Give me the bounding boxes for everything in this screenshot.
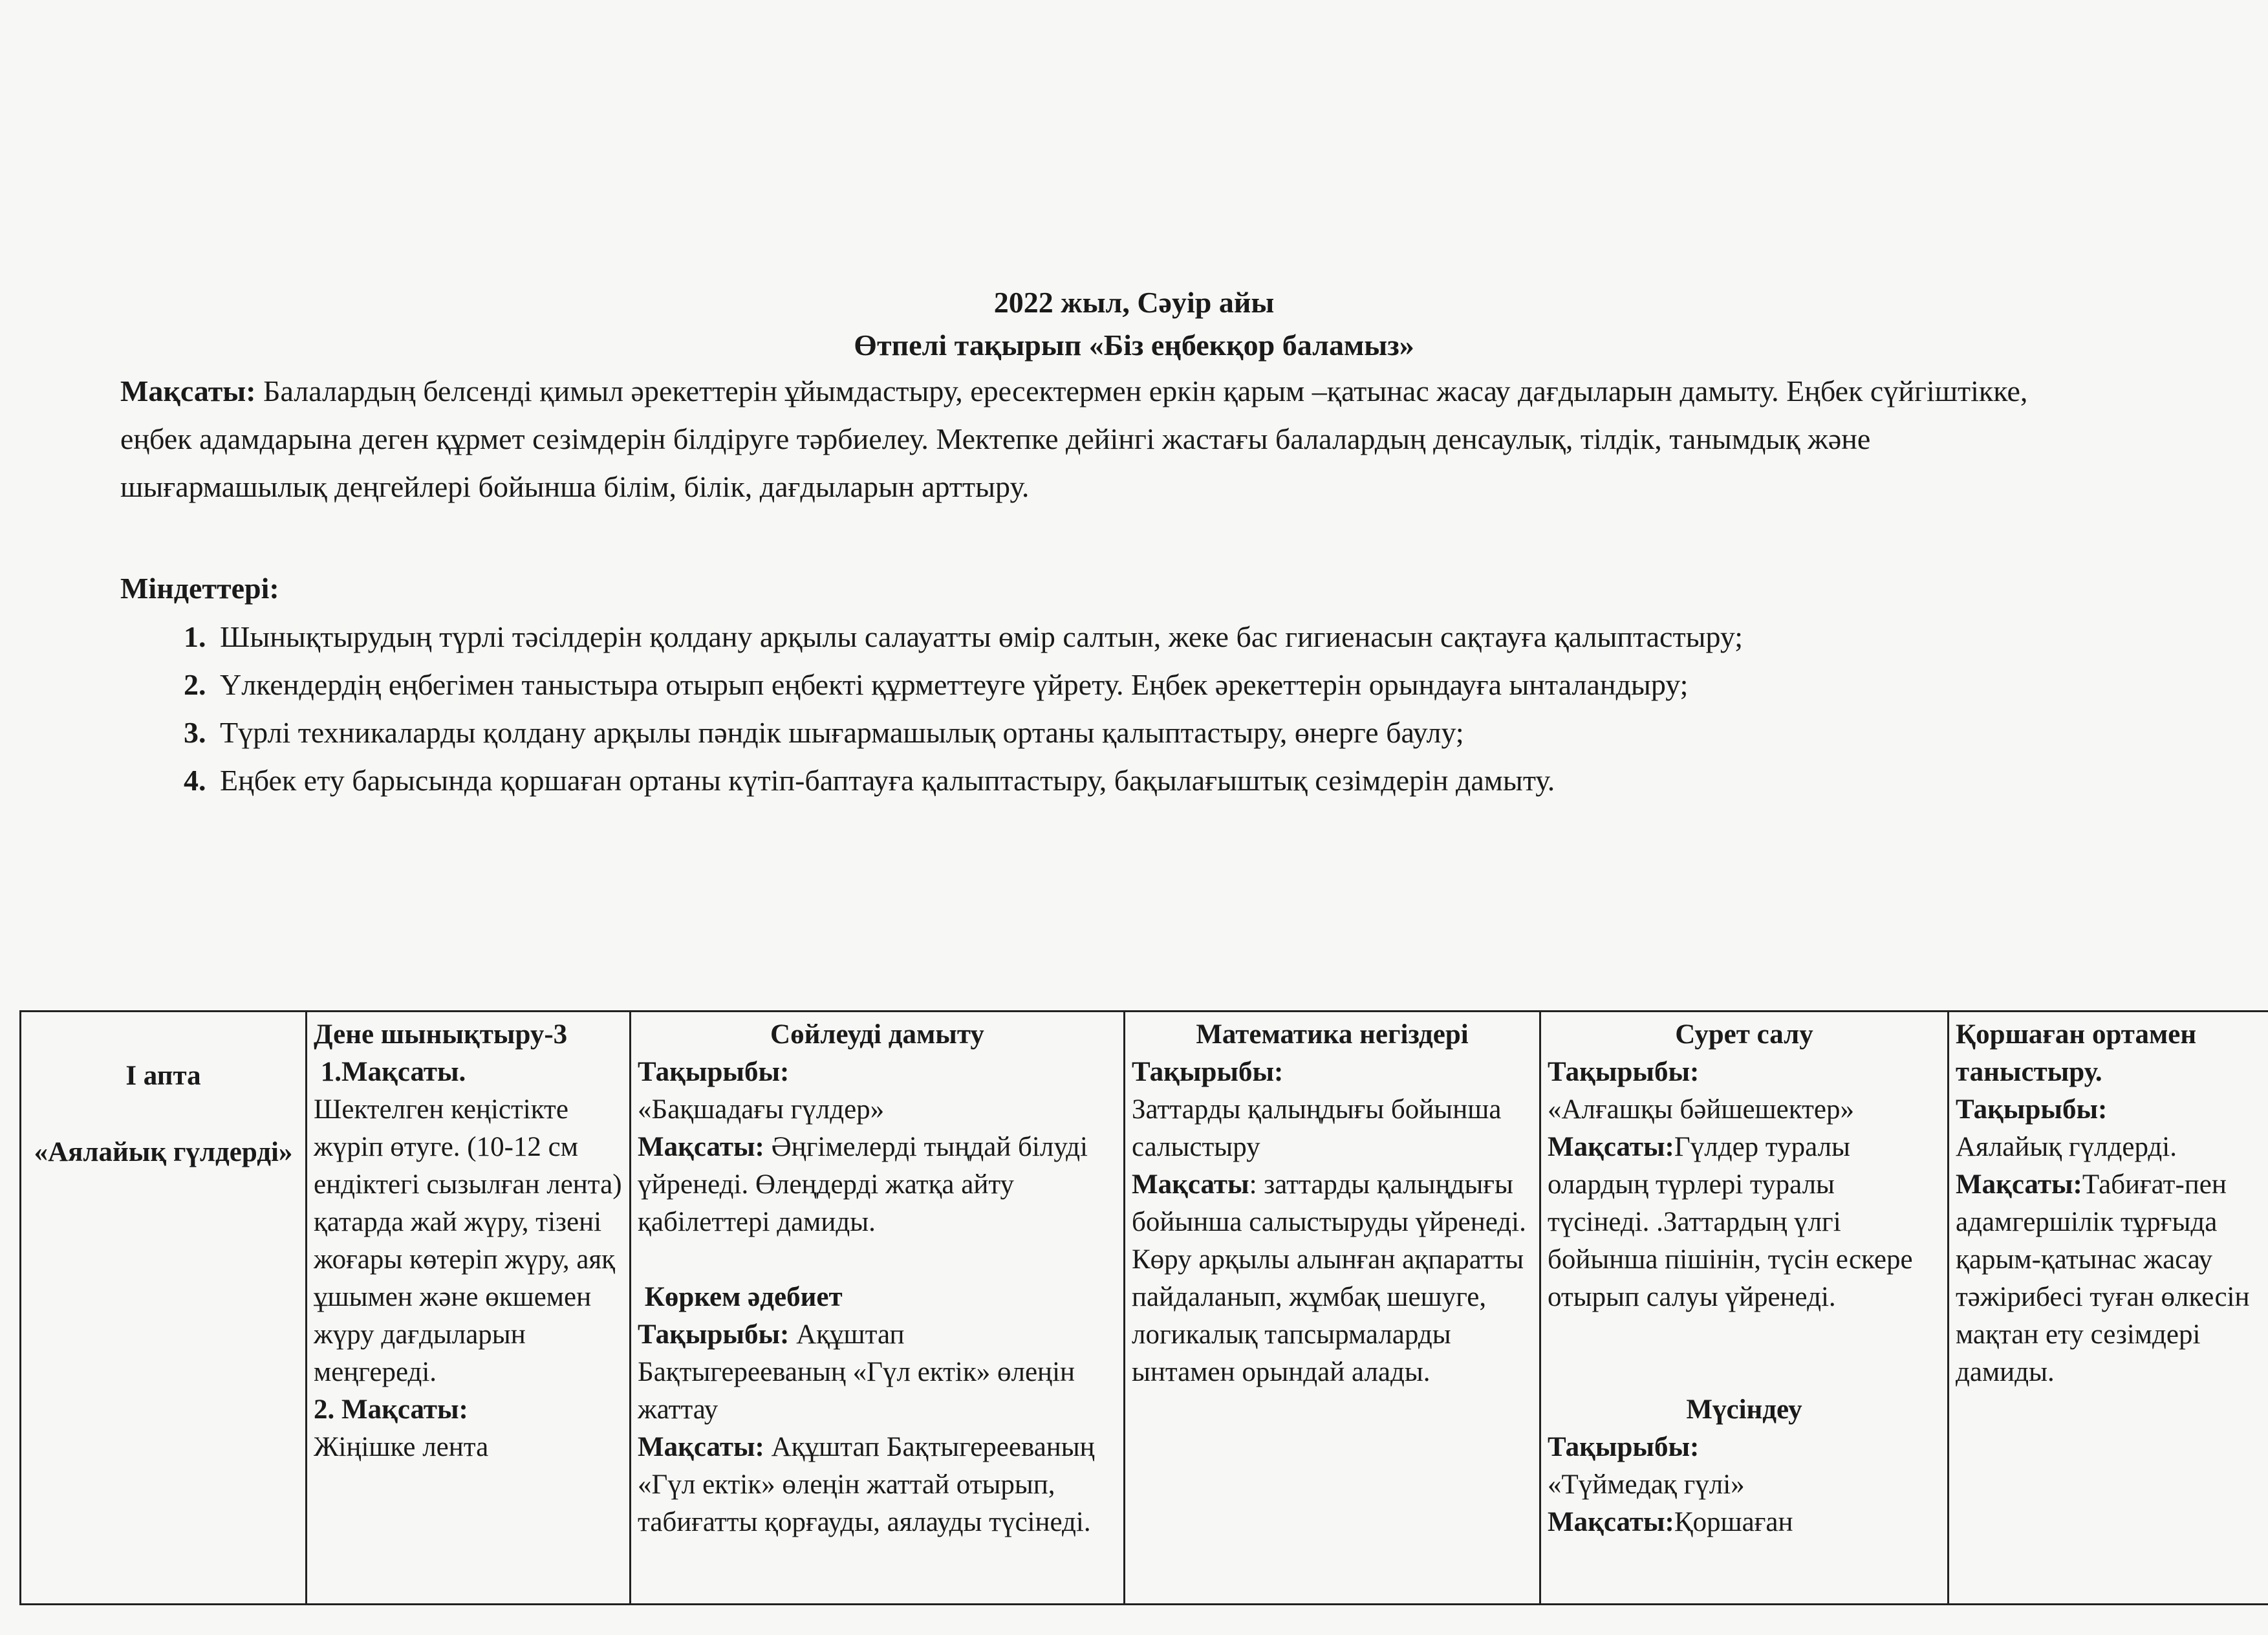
speech-topic-label: Тақырыбы:: [638, 1057, 790, 1087]
week-theme: «Аялайық гүлдерді»: [34, 1137, 293, 1167]
week-cell: [21, 1012, 307, 1605]
sculpt-topic: «Түймедақ гүлі»: [1548, 1469, 1745, 1500]
literature-goal: Ақұштап Бақтыгерееваның «Гүл ектік» өлеңін жаттай отырып, табиғатты қорғауды, аялауды түсінеді.: [638, 1432, 1095, 1537]
art-topic: «Алғашқы бәйшешектер»: [1548, 1094, 1854, 1125]
goal-label: Мақсаты:: [120, 374, 256, 407]
env-topic: Аялайық гүлдерді.: [1956, 1132, 2177, 1162]
pe-title: Дене шынықтыру-3: [314, 1019, 568, 1050]
sculpt-goal: Қоршаған: [1674, 1507, 1793, 1537]
environment-cell: [1949, 1012, 2268, 1605]
math-goal-label: Мақсаты: [1132, 1169, 1249, 1200]
pe-goal1-label: 1.Мақсаты.: [320, 1057, 466, 1087]
sculpt-goal-label: Мақсаты:: [1548, 1507, 1674, 1537]
document-date: 2022 жыл, Сәуір айы: [993, 286, 1275, 319]
task-item: 2. Үлкендердің еңбегімен таныстыра отырып еңбекті құрметтеуге үйрету. Еңбек әрекеттерін орындауға ынталандыру;: [213, 661, 2057, 709]
document-theme: Өтпелі тақырып «Біз еңбекқор баламыз»: [854, 329, 1414, 362]
speech-title: Сөйлеуді дамыту: [770, 1019, 984, 1050]
weekly-plan-table: [19, 1010, 2268, 1605]
art-title: Сурет салу: [1675, 1019, 1813, 1050]
math-goal: : заттарды қалыңдығы бойынша салыстыруды үйренеді. Көру арқылы алынған ақпаратты пайдаланып, жұмбақ шешуге, логикалық тапсырмаларды ынтамен орындай алады.: [1132, 1169, 1526, 1387]
art-cell: [1540, 1012, 1949, 1605]
literature-topic: Ақұштап Бақтыгерееваның «Гүл ектік» өлеңін жаттау: [638, 1319, 1075, 1425]
tasks-list: [162, 613, 2057, 805]
env-goal: Табиғат-пен адамгершілік тұрғыда қарым-қатынас жасау тәжірибесі туған өлкесін мақтан ету сезімдері дамиды.: [1956, 1169, 2250, 1387]
task-item: 4. Еңбек ету барысында қоршаған ортаны күтіп-баптауға қалыптастыру, бақылағыштық сезімдерін дамыту.: [213, 757, 2057, 805]
pe-goal2-text: Жіңішке лента: [314, 1432, 489, 1462]
env-title: Қоршаған ортамен таныстыру.: [1956, 1019, 2197, 1087]
speech-goal: Әңгімелерді тыңдай білуді үйренеді. Өлеңдерді жатқа айту қабілеттері дамиды.: [638, 1132, 1088, 1237]
env-topic-label: Тақырыбы:: [1956, 1094, 2108, 1125]
task-item: 1. Шынықтырудың түрлі тәсілдерін қолдану арқылы салауатты өмір салтын, жеке бас гигиенасын сақтауға қалыптастыру;: [213, 613, 2057, 661]
math-cell: [1125, 1012, 1540, 1605]
sculpt-title: Мүсіндеу: [1686, 1394, 1802, 1425]
task-item: 3. Түрлі техникаларды қолдану арқылы пәндік шығармашылық ортаны қалыптастыру, өнерге баулу;: [213, 709, 2057, 757]
sculpt-topic-label: Тақырыбы:: [1548, 1432, 1700, 1462]
literature-goal-label: Мақсаты:: [638, 1432, 764, 1462]
pe-goal1-text: Шектелген кеңістікте жүріп өтуге. (10-12 см ендіктегі сызылған лента) қатарда жай жүру, тізені жоғары көтеріп жүру, аяқ ұшымен және өкшемен жүру дағдыларын меңгереді.: [314, 1094, 622, 1387]
speech-topic: «Бақшадағы гүлдер»: [638, 1094, 885, 1125]
pe-goal2-label: 2. Мақсаты:: [314, 1394, 468, 1425]
math-topic: Заттарды қалыңдығы бойынша салыстыру: [1132, 1094, 1502, 1162]
pe-cell: [307, 1012, 631, 1605]
week-label: І апта: [125, 1061, 201, 1091]
literature-title: Көркем әдебиет: [644, 1282, 843, 1312]
art-goal: Гүлдер туралы олардың түрлері туралы түсінеді. .Заттардың үлгі бойынша пішінін, түсін ескере отырып салуы үйренеді.: [1548, 1132, 1913, 1312]
tasks-label: Міндеттері:: [120, 572, 279, 605]
goal-text: Балалардың белсенді қимыл әрекеттерін ұйымдастыру, ересектермен еркін қарым –қатынас жасау дағдыларын дамыту. Еңбек сүйгіштікке, еңбек адамдарына деген құрмет сезімдерін білдіруге тәрбиелеу. Мектепке дейінгі жастағы балалардың денсаулық, тілдік, танымдық және шығармашылық деңгейлері бойынша білім, білік, дағдыларын арттыру.: [120, 374, 2028, 503]
math-topic-label: Тақырыбы:: [1132, 1057, 1284, 1087]
speech-cell: [631, 1012, 1125, 1605]
speech-goal-label: Мақсаты:: [638, 1132, 764, 1162]
art-goal-label: Мақсаты:: [1548, 1132, 1674, 1162]
goal-paragraph: [120, 367, 2060, 511]
art-topic-label: Тақырыбы:: [1548, 1057, 1700, 1087]
literature-topic-label: Тақырыбы:: [638, 1319, 790, 1350]
table-row: [21, 1012, 2268, 1605]
math-title: Математика негіздері: [1196, 1019, 1469, 1050]
env-goal-label: Мақсаты:: [1956, 1169, 2082, 1200]
